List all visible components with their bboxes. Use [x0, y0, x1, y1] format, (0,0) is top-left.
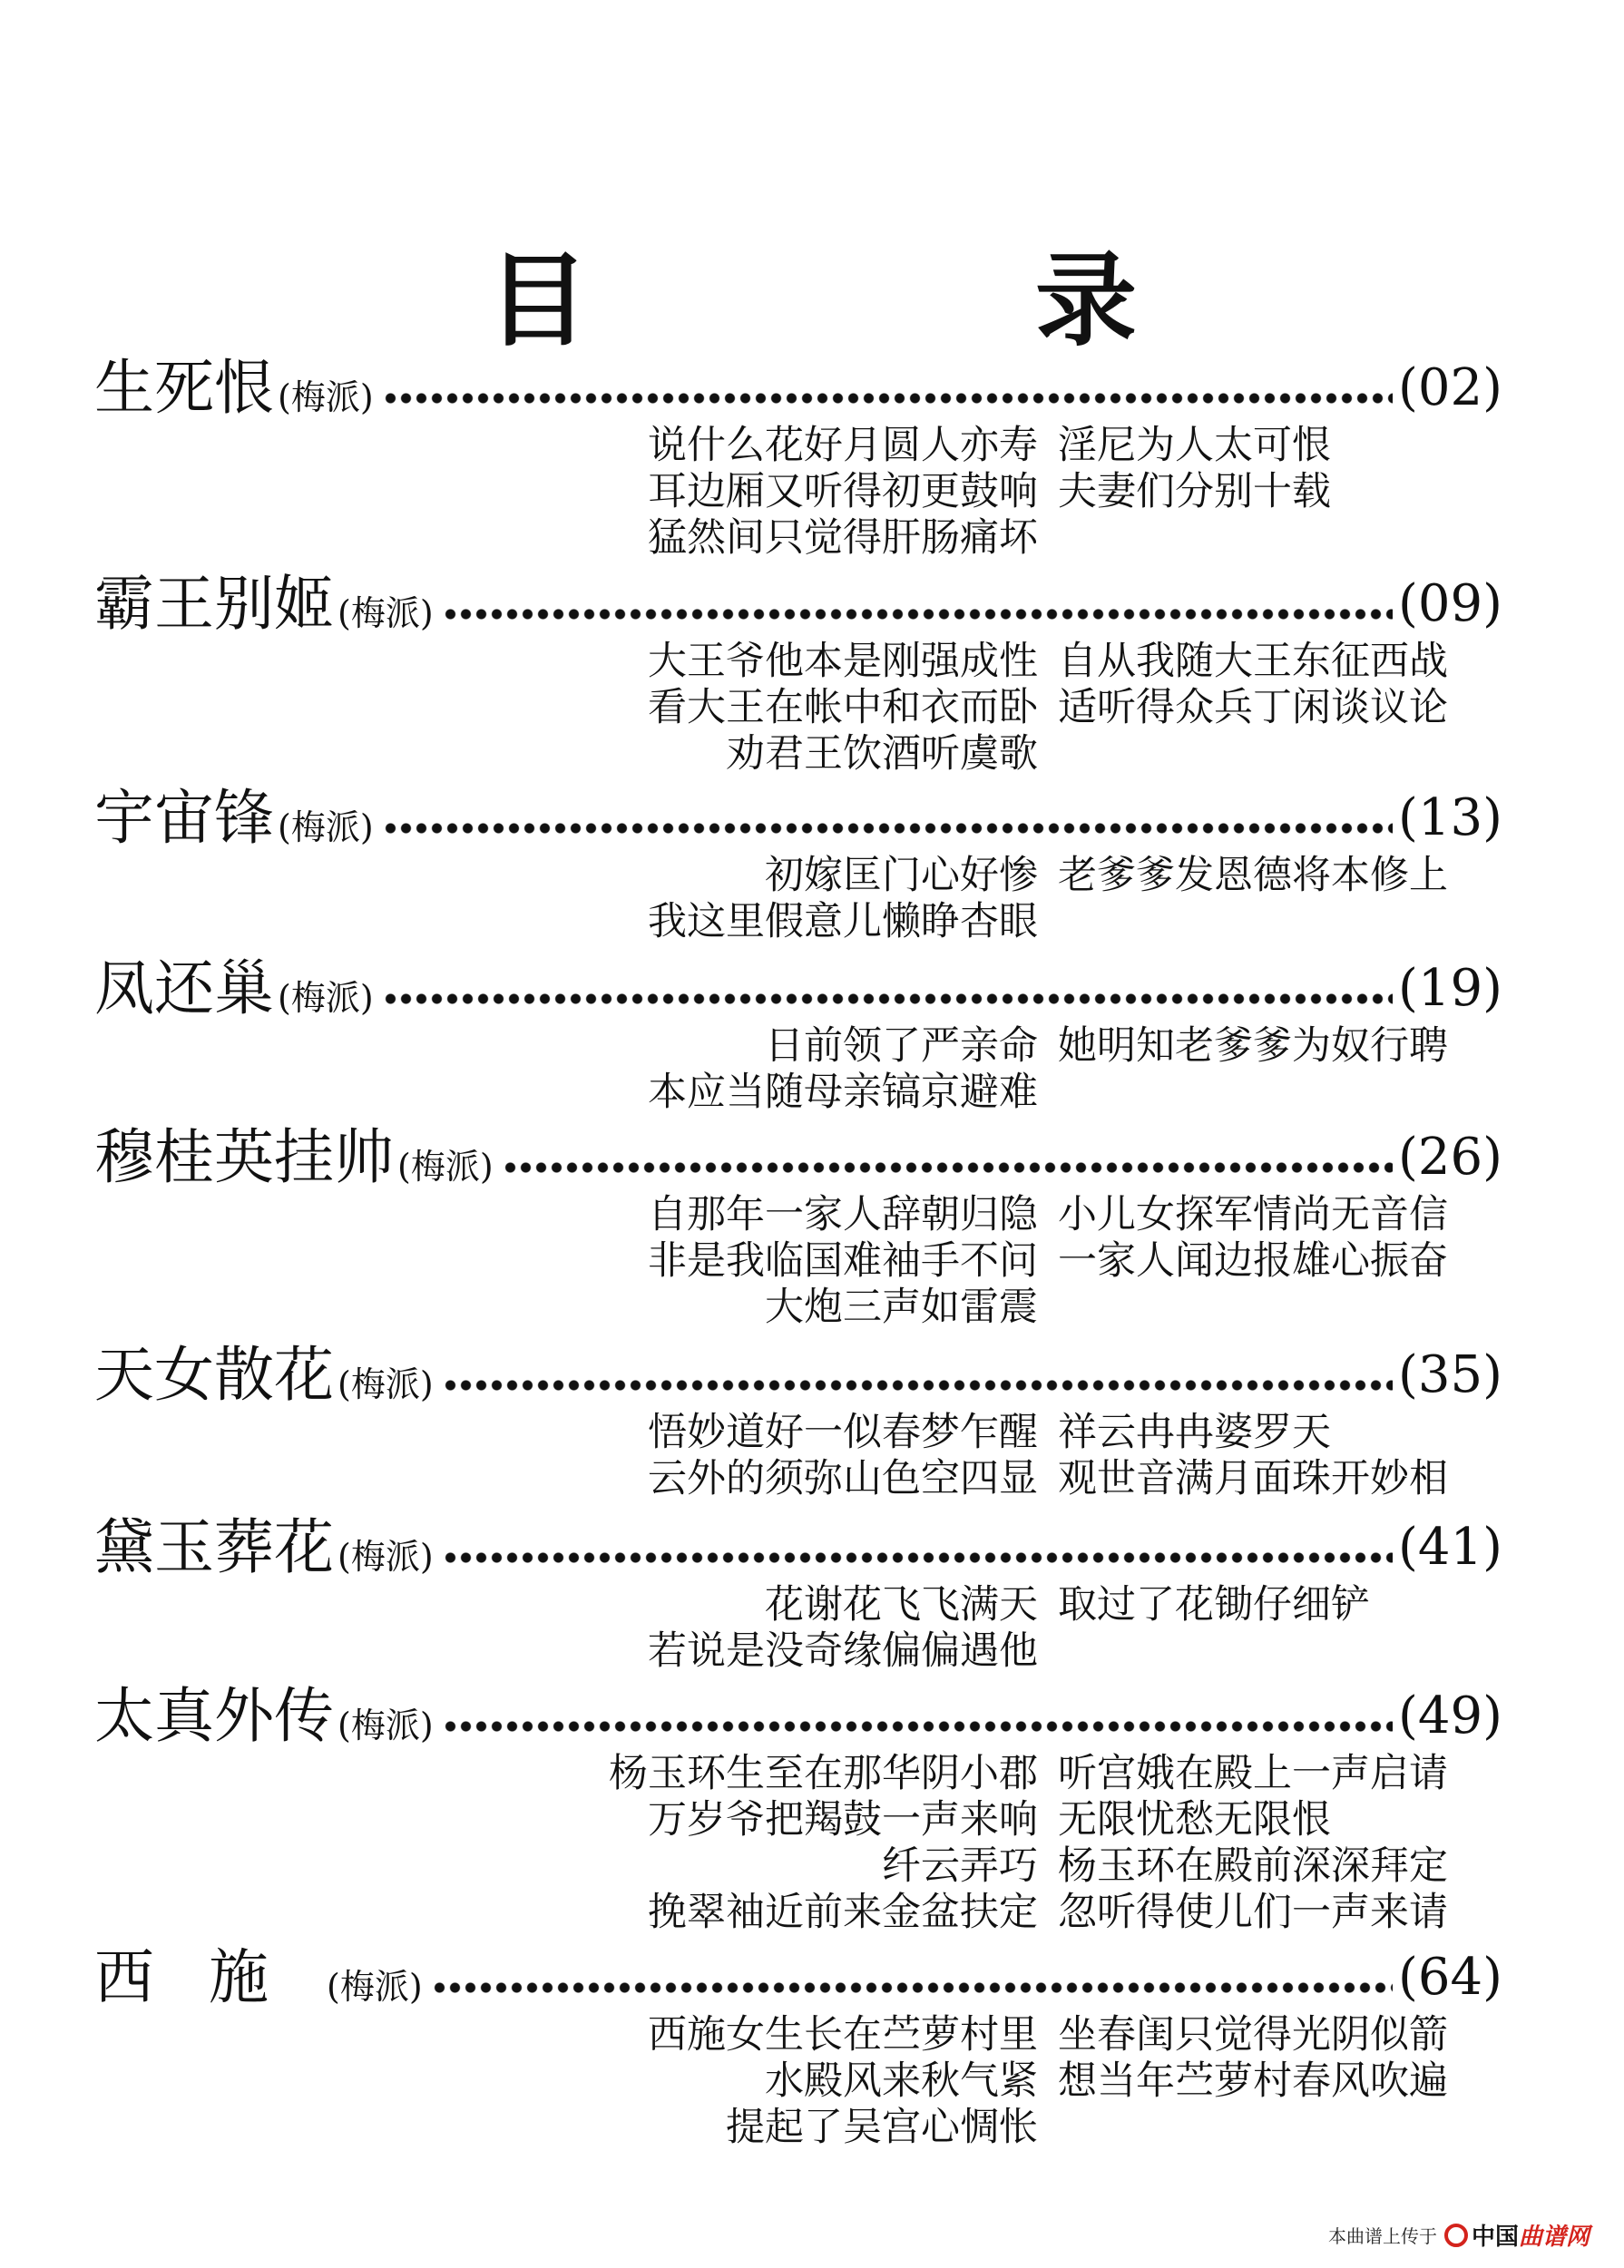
- lyric-right: 自从我随大王东征西战: [1058, 639, 1448, 684]
- entry-heading: [94, 568, 1502, 640]
- lyric-line: [0, 515, 1624, 562]
- lyric-right: 夫妻们分别十载: [1058, 469, 1331, 514]
- lyric-right: 老爹爹发恩德将本修上: [1058, 853, 1448, 898]
- entry-tag: (梅派): [278, 377, 374, 417]
- lyric-line: [0, 1238, 1624, 1285]
- lyric-line: [0, 1628, 1624, 1675]
- entry-heading: [94, 1680, 1502, 1753]
- entry-tag: (梅派): [278, 807, 374, 847]
- lyric-left: 本应当随母亲镐京避难: [648, 1070, 1038, 1115]
- lyric-line: [0, 1843, 1624, 1890]
- entry-lines: [0, 423, 1624, 562]
- lyric-right: 杨玉环在殿前深深拜定: [1058, 1843, 1448, 1889]
- lyric-left: 杨玉环生至在那华阴小郡: [609, 1751, 1038, 1796]
- dot-leader: [383, 822, 1393, 835]
- lyric-right: 祥云冉冉婆罗天: [1058, 1410, 1331, 1455]
- entry-title: 宇宙锋: [94, 783, 274, 853]
- lyric-left: 初嫁匡门心好惨: [765, 853, 1038, 898]
- lyric-line: [0, 1023, 1624, 1070]
- lyric-right: 听宫娥在殿上一声启请: [1058, 1751, 1448, 1796]
- dot-leader: [503, 1161, 1393, 1174]
- lyric-right: 她明知老爹爹为奴行聘: [1058, 1023, 1448, 1069]
- footer-watermark: [1328, 2218, 1590, 2252]
- entry-title: 西施: [94, 1942, 323, 2012]
- lyric-left: 云外的须弥山色空四显: [648, 1456, 1038, 1501]
- lyric-line: [0, 685, 1624, 731]
- entry-heading: [94, 1339, 1502, 1412]
- entry-lines: [0, 1751, 1624, 1936]
- entry-lines: [0, 853, 1624, 945]
- entry-tag: (梅派): [278, 978, 374, 1018]
- entry-page-number: (49): [1398, 1686, 1502, 1745]
- lyric-left: 大炮三声如雷震: [765, 1285, 1038, 1330]
- dot-leader: [443, 1551, 1393, 1564]
- dot-leader: [443, 1379, 1393, 1392]
- lyric-left: 日前领了严亲命: [765, 1023, 1038, 1069]
- entry-page-number: (13): [1398, 788, 1502, 847]
- lyric-line: [0, 1285, 1624, 1331]
- entry-heading: [94, 782, 1502, 855]
- lyric-left: 非是我临国难袖手不问: [648, 1238, 1038, 1284]
- lyric-right: 想当年苎萝村春风吹遍: [1058, 2058, 1448, 2104]
- lyric-left: 自那年一家人辞朝归隐: [648, 1192, 1038, 1237]
- lyric-left: 水殿风来秋气紧: [765, 2058, 1038, 2104]
- lyric-left: 我这里假意儿懒睁杏眼: [648, 899, 1038, 944]
- entry-page-number: (41): [1398, 1518, 1502, 1577]
- logo-icon: [1444, 2224, 1468, 2247]
- entry-lines: [0, 1192, 1624, 1331]
- dot-leader: [383, 992, 1393, 1005]
- lyric-left: 猛然间只觉得肝肠痛坏: [648, 515, 1038, 561]
- lyric-right: 观世音满月面珠开妙相: [1058, 1456, 1448, 1501]
- lyric-line: [0, 639, 1624, 685]
- site-logo[interactable]: [1444, 2218, 1590, 2252]
- lyric-left: 西施女生长在苎萝村里: [648, 2012, 1038, 2058]
- lyric-line: [0, 2012, 1624, 2058]
- lyric-left: 花谢花飞飞满天: [765, 1582, 1038, 1628]
- entry-lines: [0, 2012, 1624, 2151]
- entry-heading: [94, 352, 1502, 425]
- entry-title: 生死恨: [94, 353, 274, 423]
- entry-heading: [94, 953, 1502, 1025]
- footer-text: 本曲谱上传于: [1327, 2225, 1437, 2247]
- lyric-right: 无限忧愁无限恨: [1058, 1797, 1331, 1843]
- lyric-left: 劝君王饮酒听虞歌: [726, 731, 1038, 777]
- lyric-line: [0, 423, 1624, 469]
- lyric-line: [0, 731, 1624, 777]
- entry-title: 黛玉葬花: [94, 1512, 334, 1582]
- lyric-line: [0, 2105, 1624, 2151]
- lyric-left: 提起了吴宫心惆怅: [726, 2105, 1038, 2150]
- entry-tag: (梅派): [338, 1364, 434, 1404]
- lyric-left: 挽翠袖近前来金盆扶定: [648, 1890, 1038, 1935]
- lyric-right: 一家人闻边报雄心振奋: [1058, 1238, 1448, 1284]
- lyric-line: [0, 1890, 1624, 1936]
- entry-heading: [94, 1121, 1502, 1194]
- logo-text-site: 曲谱网: [1518, 2224, 1590, 2251]
- lyric-right: 小儿女探军情尚无音信: [1058, 1192, 1448, 1237]
- dot-leader: [432, 1981, 1393, 1994]
- lyric-right: 取过了花锄仔细铲: [1058, 1582, 1370, 1628]
- lyric-left: 看大王在帐中和衣而卧: [648, 685, 1038, 730]
- entry-lines: [0, 639, 1624, 777]
- lyric-line: [0, 469, 1624, 515]
- entry-page-number: (02): [1398, 358, 1502, 417]
- entry-lines: [0, 1410, 1624, 1502]
- lyric-line: [0, 1751, 1624, 1797]
- lyric-left: 万岁爷把羯鼓一声来响: [648, 1797, 1038, 1843]
- lyric-left: 说什么花好月圆人亦寿: [648, 423, 1038, 468]
- entry-page-number: (09): [1398, 574, 1502, 633]
- lyric-right: 淫尼为人太可恨: [1058, 423, 1331, 468]
- lyric-line: [0, 2058, 1624, 2105]
- entry-lines: [0, 1023, 1624, 1116]
- lyric-line: [0, 1582, 1624, 1628]
- lyric-line: [0, 1192, 1624, 1238]
- entry-page-number: (26): [1398, 1128, 1502, 1187]
- entry-page-number: (19): [1398, 959, 1502, 1018]
- lyric-line: [0, 1410, 1624, 1456]
- entry-heading: [94, 1511, 1502, 1584]
- lyric-right: 忽听得使儿们一声来请: [1058, 1890, 1448, 1935]
- lyric-right: 适听得众兵丁闲谈议论: [1058, 685, 1448, 730]
- lyric-line: [0, 853, 1624, 899]
- lyric-line: [0, 1456, 1624, 1502]
- lyric-right: 坐春闺只觉得光阴似箭: [1058, 2012, 1448, 2058]
- lyric-left: 悟妙道好一似春梦乍醒: [648, 1410, 1038, 1455]
- entry-page-number: (64): [1398, 1948, 1502, 2007]
- lyric-left: 若说是没奇缘偏偏遇他: [648, 1628, 1038, 1674]
- entry-page-number: (35): [1398, 1345, 1502, 1404]
- lyric-left: 耳边厢又听得初更鼓响: [648, 469, 1038, 514]
- entry-tag: (梅派): [397, 1147, 494, 1187]
- entry-tag: (梅派): [338, 1537, 434, 1577]
- entry-tag: (梅派): [327, 1967, 423, 2007]
- entry-title: 霸王别姬: [94, 569, 334, 639]
- lyric-left: 大王爷他本是刚强成性: [648, 639, 1038, 684]
- entry-lines: [0, 1582, 1624, 1675]
- entry-title: 天女散花: [94, 1340, 334, 1410]
- entry-tag: (梅派): [338, 593, 434, 633]
- lyric-line: [0, 1797, 1624, 1843]
- entry-title: 穆桂英挂帅: [94, 1122, 394, 1192]
- dot-leader: [443, 608, 1393, 621]
- entry-heading: [94, 1941, 1502, 2014]
- lyric-line: [0, 1070, 1624, 1116]
- dot-leader: [443, 1720, 1393, 1733]
- logo-text-cn: 中国: [1471, 2224, 1519, 2251]
- page-title: 目 录: [487, 241, 1309, 360]
- lyric-line: [0, 899, 1624, 945]
- dot-leader: [383, 392, 1393, 405]
- lyric-left: 纤云弄巧: [882, 1843, 1038, 1889]
- entry-title: 太真外传: [94, 1681, 334, 1751]
- entry-tag: (梅派): [338, 1706, 434, 1745]
- entry-title: 凤还巢: [94, 953, 274, 1023]
